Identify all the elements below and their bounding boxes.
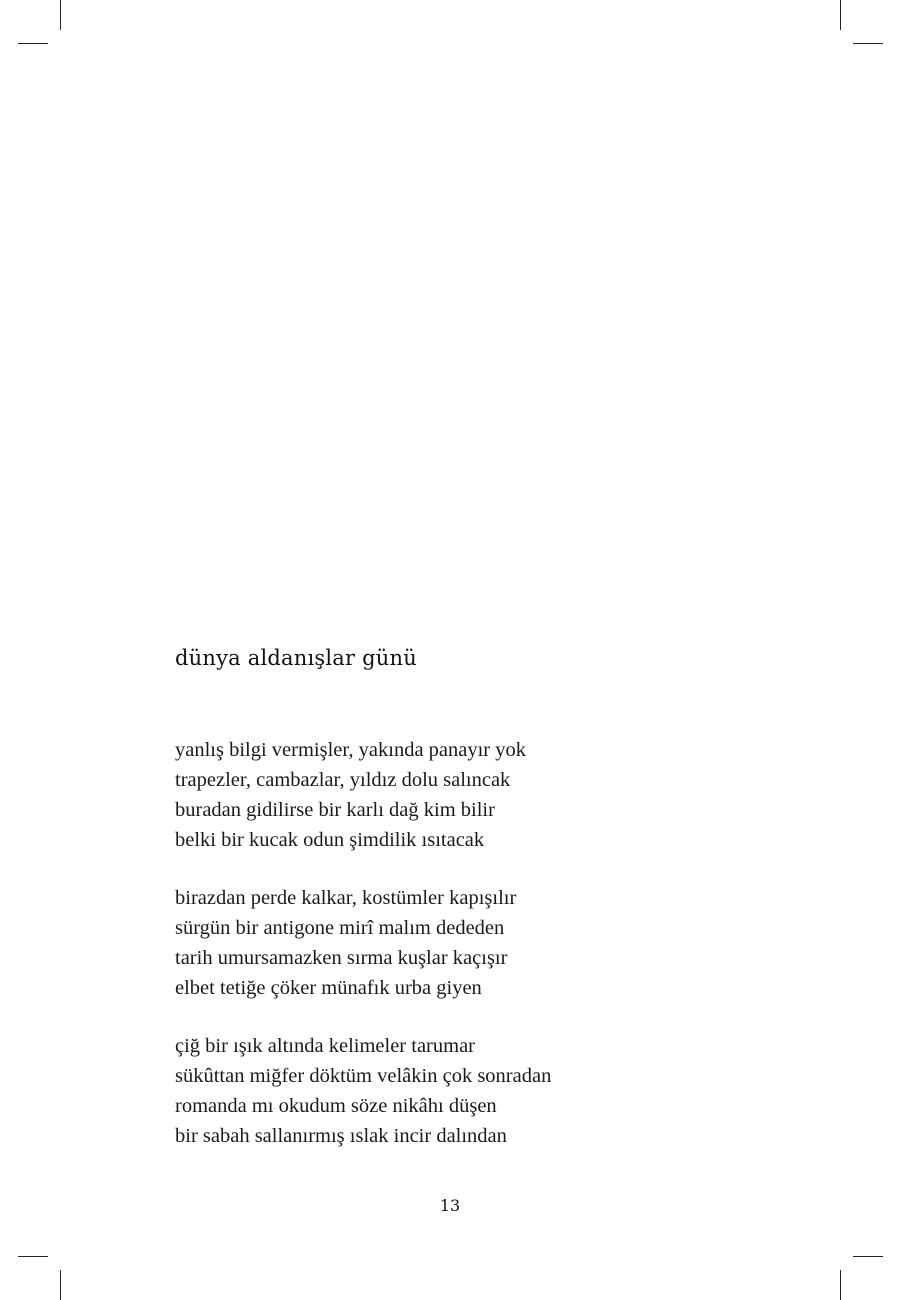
poem-line: bir sabah sallanırmış ıslak incir dalından	[175, 1125, 507, 1147]
crop-mark-top-right-vertical	[840, 0, 841, 30]
poem-title: dünya aldanışlar günü	[175, 646, 417, 670]
poem-line: romanda mı okudum söze nikâhı düşen	[175, 1095, 497, 1117]
stanza	[175, 735, 526, 855]
poem-line: sürgün bir antigone mirî malım dededen	[175, 917, 505, 939]
crop-mark-top-right-horizontal	[853, 43, 883, 44]
poem-line: tarih umursamazken sırma kuşlar kaçışır	[175, 947, 508, 969]
page-number: 13	[439, 1196, 461, 1215]
crop-mark-top-left-horizontal	[18, 43, 48, 44]
crop-mark-bottom-left-vertical	[60, 1270, 61, 1300]
poem-line: belki bir kucak odun şimdilik ısıtacak	[175, 829, 485, 851]
poem-line: elbet tetiğe çöker münafık urba giyen	[175, 977, 482, 999]
poem-line: sükûttan miğfer döktüm velâkin çok sonradan	[175, 1065, 552, 1087]
stanza	[175, 883, 516, 1003]
crop-mark-top-left-vertical	[60, 0, 61, 30]
poem-line: trapezler, cambazlar, yıldız dolu salıncak	[175, 769, 511, 791]
poem-line: çiğ bir ışık altında kelimeler tarumar	[175, 1035, 475, 1057]
crop-mark-bottom-left-horizontal	[18, 1256, 48, 1257]
poem-line: buradan gidilirse bir karlı dağ kim bilir	[175, 799, 495, 821]
crop-mark-bottom-right-horizontal	[853, 1256, 883, 1257]
stanza	[175, 1031, 551, 1151]
crop-mark-bottom-right-vertical	[840, 1270, 841, 1300]
poem-line: yanlış bilgi vermişler, yakında panayır yok	[175, 739, 527, 761]
poem-line: birazdan perde kalkar, kostümler kapışılır	[175, 887, 517, 909]
